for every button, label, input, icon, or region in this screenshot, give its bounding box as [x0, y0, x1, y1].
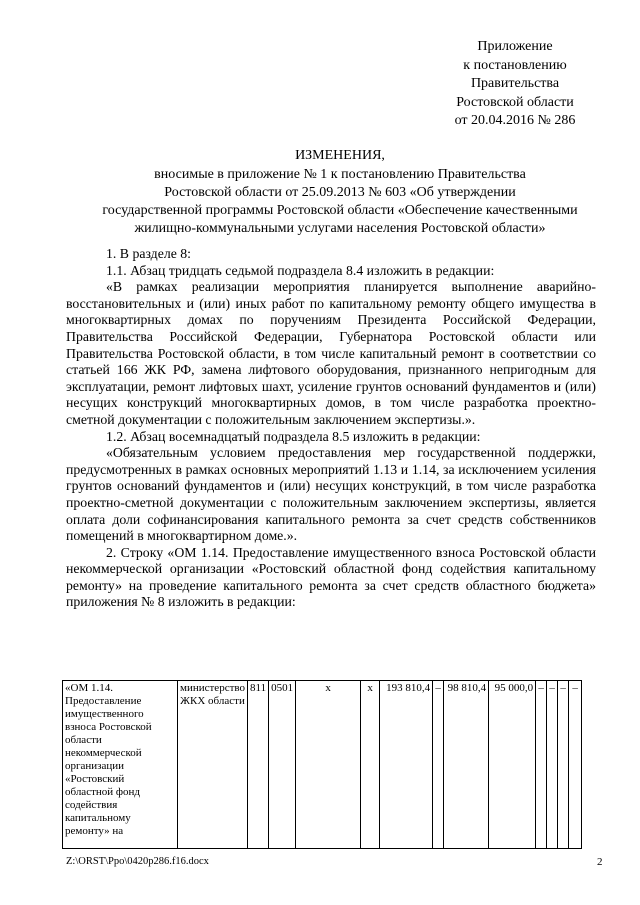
- appendix-line: Приложение: [477, 39, 553, 54]
- table-row: [63, 681, 582, 849]
- appendix-line: к постановлению: [463, 57, 567, 73]
- cell-year-2018: –: [547, 681, 558, 849]
- paragraph-quote-8-5: «Обязательным условием предоставления мер государственной поддержки, предусмотренных в рамках основных мероприятий 1.13 и 1.14, за исключением усиления грунтов оснований фундаментов и (или) несущих конструкций, в том числе разработка проектно-сметной документации с положительным заключением экспертизы, является оплата доли софинансирования капитального ремонта за счет средств собственников помещений в многоквартирном доме.».: [66, 445, 596, 544]
- page-number: 2: [597, 856, 603, 868]
- cell-vr: х: [361, 681, 380, 849]
- document-body: [66, 246, 596, 611]
- cell-grbs: 811: [248, 681, 269, 849]
- cell-year-2020: –: [569, 681, 582, 849]
- om-1-14-table: [62, 680, 582, 849]
- heading-line: жилищно-коммунальными услугами населения Ростовской области»: [134, 221, 546, 236]
- cell-total: 193 810,4: [380, 681, 433, 849]
- heading-title: ИЗМЕНЕНИЯ,: [295, 148, 385, 163]
- appendix-line: от 20.04.2016 № 286: [454, 113, 576, 128]
- heading-line: Ростовской области от 25.09.2013 № 603 «Об утверждении: [164, 185, 516, 200]
- heading-line: вносимые в приложение № 1 к постановлению Правительства: [154, 167, 526, 182]
- document-heading: [70, 147, 610, 238]
- paragraph-item-1-1: 1.1. Абзац тридцать седьмой подраздела 8.4 изложить в редакции:: [106, 262, 495, 278]
- heading-line: государственной программы Ростовской области «Обеспечение качественными: [102, 203, 578, 218]
- footer-file-path: Z:\ORST\Ppo\0420p286.f16.docx: [66, 856, 209, 867]
- cell-executor: министерство ЖКХ области: [178, 681, 248, 849]
- cell-name: «ОМ 1.14. Предоставление имущественного взноса Ростовской области некоммерческой организации «Ростовский областной фонд содействия капитальному ремонту» на: [63, 681, 178, 849]
- cell-year-2015: 98 810,4: [444, 681, 489, 849]
- cell-year-2019: –: [558, 681, 569, 849]
- paragraph-item-1-2: 1.2. Абзац восемнадцатый подраздела 8.5 изложить в редакции:: [106, 428, 481, 444]
- cell-csr: х: [296, 681, 361, 849]
- cell-rzpr: 0501: [269, 681, 296, 849]
- cell-year-2014: –: [433, 681, 444, 849]
- appendix-line: Правительства: [470, 76, 560, 91]
- paragraph-section-2: 2. Строку «ОМ 1.14. Предоставление имущественного взноса Ростовской области некоммерческой организации «Ростовский областной фонд содействия капитальному ремонту» на проведение капитального ремонта за счет средств областного бюджета» приложения № 8 изложить в редакции:: [66, 544, 596, 610]
- paragraph-section-1: 1. В разделе 8:: [106, 246, 192, 261]
- appendix-header: [410, 38, 620, 131]
- paragraph-quote-8-4: «В рамках реализации мероприятия планируется выполнение аварийно-восстановительных и (или) иных работ по капитальному ремонту общего имущества в многоквартирных домах по поручениям Президента Российской Федерации, Правительства Российской Федерации, Губернатора Ростовской области или Правительства Ростовской области, в том числе капитальный ремонт в соответствии со статьей 166 ЖК РФ, замена лифтового оборудования, признанного непригодным для эксплуатации, ремонт лифтовых шахт, усиление грунтов оснований фундаментов и (или) несущих конструкций многоквартирных домов, в том числе разработка проектно-сметной документации с положительным заключением экспертизы.».: [66, 279, 596, 427]
- cell-year-2016: 95 000,0: [489, 681, 536, 849]
- appendix-line: Ростовской области: [456, 94, 574, 110]
- cell-year-2017: –: [536, 681, 547, 849]
